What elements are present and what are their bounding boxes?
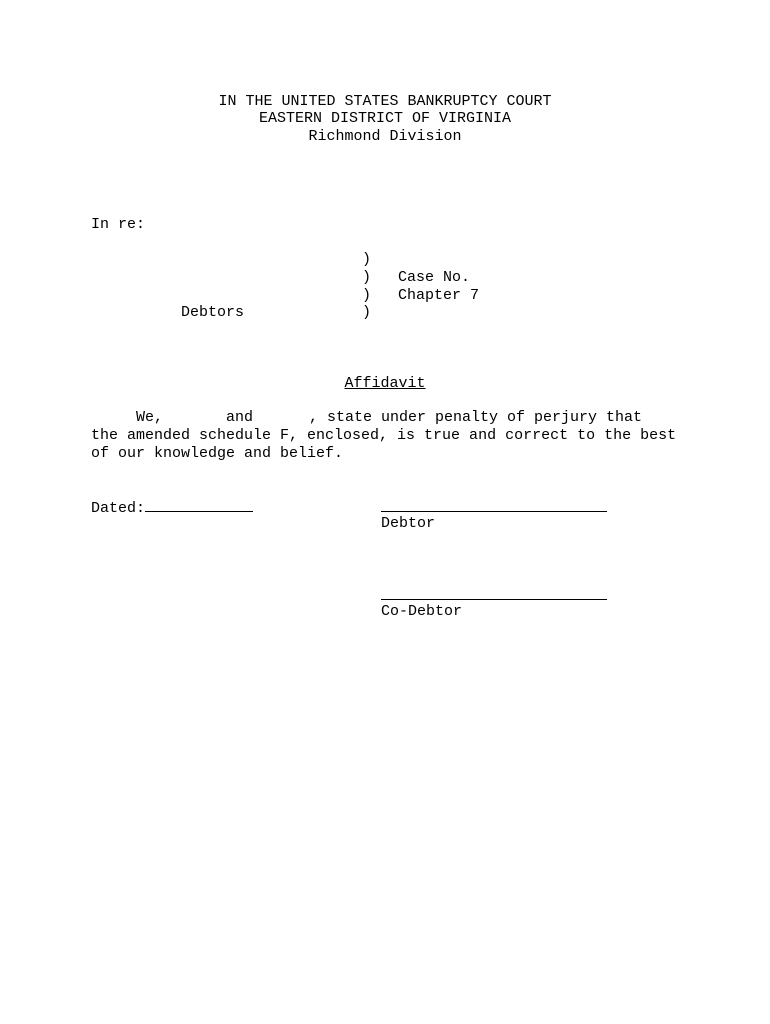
caption-paren-3: )	[362, 287, 372, 304]
dated-label: Dated:	[91, 500, 146, 517]
chapter-label: Chapter 7	[398, 287, 480, 304]
division-name: Richmond Division	[308, 128, 462, 145]
affidavit-line2: the amended schedule F, enclosed, is true and correct to the best	[91, 427, 677, 444]
codebtor-signature-line	[381, 599, 607, 600]
dated-blank-line	[145, 497, 253, 512]
affidavit-title: Affidavit	[344, 375, 426, 392]
caption-paren-4: )	[362, 304, 372, 321]
caption-paren-1: )	[362, 251, 372, 268]
affidavit-line3: of our knowledge and belief.	[91, 445, 344, 462]
dated-row	[91, 497, 253, 517]
debtors-label: Debtors	[181, 304, 245, 321]
district-name: EASTERN DISTRICT OF VIRGINIA	[258, 110, 512, 127]
affidavit-we: We,	[136, 409, 164, 426]
affidavit-and: and	[226, 409, 254, 426]
debtor-signature-line	[381, 511, 607, 512]
debtor-signature-label: Debtor	[381, 515, 436, 532]
affidavit-line1-rest: , state under penalty of perjury that	[309, 409, 643, 426]
caption-paren-2: )	[362, 269, 372, 286]
case-number-label: Case No.	[398, 269, 471, 286]
codebtor-signature-label: Co-Debtor	[381, 603, 463, 620]
court-name: IN THE UNITED STATES BANKRUPTCY COURT	[218, 93, 552, 110]
in-re-label: In re:	[91, 216, 146, 233]
